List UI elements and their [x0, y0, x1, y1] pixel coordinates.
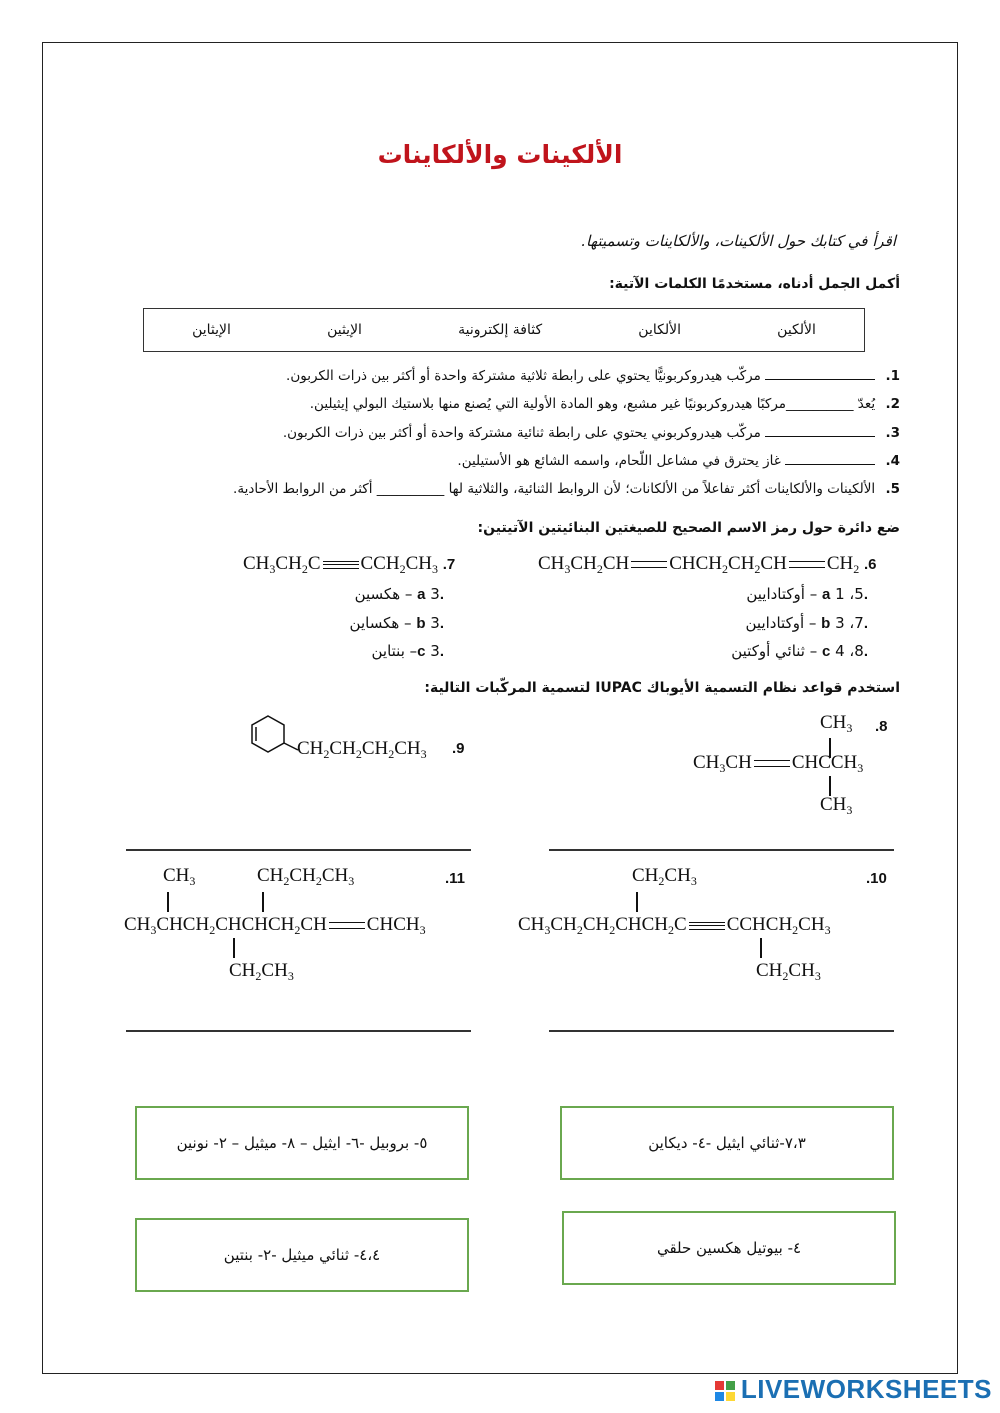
- answer-line: [126, 1030, 471, 1032]
- option-q7-b[interactable]: [350, 614, 444, 632]
- option-q6-b[interactable]: [746, 614, 868, 632]
- formula-q11-ethyl: $CH_2CH_3$: [229, 960, 294, 983]
- word-bank-item: الألكين: [777, 322, 816, 338]
- answer-box[interactable]: [560, 1106, 894, 1180]
- formula-q8-top: $CH_3$: [820, 712, 853, 735]
- logo-icon: [715, 1381, 735, 1401]
- answer-text: ٥- بروبيل -٦- ايثيل – ٨- ميثيل – ٢- نونين: [176, 1134, 428, 1152]
- formula-q11-propyl: $CH_2CH_2CH_3$: [257, 865, 355, 888]
- bond-line: [233, 938, 235, 958]
- option-text: 3 – هكساين: [349, 614, 440, 632]
- option-label: .b: [416, 615, 444, 632]
- bond-line: [760, 938, 762, 958]
- section-iupac-heading: استخدم قواعد نظام التسمية الأيوباك IUPAC لتسمية المركّبات التالية:: [424, 680, 900, 696]
- question-4: [457, 453, 900, 469]
- formula-q6: $CH_3CH_2CH$ $CHCH_2CH_2CH$ $CH_2$ .6: [538, 553, 877, 576]
- question-number: .8: [875, 718, 888, 735]
- option-text: 3 ،7 – أوكتادايين: [745, 614, 864, 632]
- question-number: 3.: [885, 425, 900, 441]
- question-5: [233, 481, 900, 497]
- answer-blank[interactable]: [785, 464, 875, 465]
- formula-q8-main: $CH_3CH$ $CHCCH_3$: [693, 752, 864, 775]
- option-q6-a[interactable]: [746, 585, 868, 603]
- option-text: 3 – هكسين: [354, 585, 440, 603]
- option-label: .a: [417, 586, 444, 603]
- answer-text: ٤،٤- ثنائي ميثيل -٢- بنتين: [223, 1246, 381, 1264]
- formula-q9: $CH_2CH_2CH_2CH_3$: [297, 738, 427, 761]
- question-number: .10: [866, 870, 887, 887]
- instruction-text: أكمل الجمل أدناه، مستخدمًا الكلمات الآتية:: [609, 276, 900, 292]
- word-bank-item: الإيثاين: [192, 322, 231, 338]
- bond-line: [262, 892, 264, 912]
- option-text: 4 ،8 – ثنائي أوكتين: [731, 642, 864, 660]
- cyclohexene-ring: [248, 712, 300, 762]
- answer-line: [549, 1030, 894, 1032]
- option-label: .a: [822, 586, 868, 603]
- question-3: [283, 425, 900, 441]
- option-label: .c: [822, 643, 868, 660]
- option-label: .b: [821, 615, 868, 632]
- answer-blank[interactable]: [765, 379, 875, 380]
- question-text: يُعدّ __________مركبًا هيدروكربونيًا غير مشبع، وهو المادة الأولية التي يُصنع منها بلاستيك البولي إيثيلين.: [309, 396, 876, 412]
- question-text: مركّب هيدروكربونيًّا يحتوي على رابطة ثلاثية مشتركة واحدة أو أكثر بين ذرات الكربون.: [286, 368, 761, 384]
- word-bank-item: الإيثين: [327, 322, 362, 338]
- option-label: .c: [417, 643, 444, 660]
- word-bank-item: الألكاين: [638, 322, 681, 338]
- option-q7-a[interactable]: [355, 585, 444, 603]
- word-bank-item: كثافة إلكترونية: [458, 322, 543, 338]
- answer-line: [549, 849, 894, 851]
- answer-text: ٤- بيوتيل هكسين حلقي: [656, 1239, 802, 1257]
- question-number: .6: [863, 556, 877, 573]
- bond-line: [829, 776, 831, 796]
- question-2: [310, 396, 900, 412]
- formula-q10-top: $CH_2CH_3$: [632, 865, 697, 888]
- option-text: 3– بنتاين: [371, 642, 440, 660]
- formula-q11-ch3: $CH_3$: [163, 865, 196, 888]
- word-bank: [143, 308, 865, 352]
- formula-q10-bottom: $CH_2CH_3$: [756, 960, 821, 983]
- formula-q10-main: $CH_3CH_2CH_2CHCH_2C$ $CCHCH_2CH_3$: [518, 914, 831, 937]
- question-number: 4.: [885, 453, 900, 469]
- question-number: .9: [452, 740, 465, 757]
- answer-text: ٧،٣-ثنائي ايثيل -٤- ديكاين: [648, 1134, 806, 1152]
- bond-line: [636, 892, 638, 912]
- question-number: .11: [445, 870, 466, 887]
- intro-text: اقرأ في كتابك حول الألكينات، والألكاينات وتسميتها.: [581, 232, 896, 250]
- page-title: الألكينات والألكاينات: [377, 140, 623, 169]
- question-number: 1.: [885, 368, 900, 384]
- question-number: 5.: [885, 481, 900, 497]
- question-number: .7: [442, 556, 456, 573]
- question-text: غاز يحترق في مشاعل اللّحام، واسمه الشائع هو الأستيلين.: [457, 453, 781, 469]
- option-q7-c[interactable]: [371, 642, 444, 660]
- formula-q11-main: $CH_3CHCH_2CHCHCH_2CH$ $CHCH_3$: [124, 914, 426, 937]
- question-text: الألكينات والألكاينات أكثر تفاعلاً من الألكانات؛ لأن الروابط الثنائية، والثلاثية لها __________ أكثر من الروابط الأحادية.: [233, 481, 876, 497]
- question-1: [286, 368, 900, 384]
- question-text: مركّب هيدروكربوني يحتوي على رابطة ثنائية مشتركة واحدة أو أكثر بين ذرات الكربون.: [282, 425, 761, 441]
- option-q6-c[interactable]: [731, 642, 868, 660]
- answer-box[interactable]: [135, 1106, 469, 1180]
- answer-line: [126, 849, 471, 851]
- liveworksheets-logo: [715, 1374, 992, 1405]
- formula-q7: $CH_3CH_2C$ $CCH_2CH_3$ .7: [243, 553, 456, 576]
- section-circle-heading: ضع دائرة حول رمز الاسم الصحيح للصيغتين البنائيتين الآتيتين:: [477, 520, 900, 536]
- option-text: 1 ،5 – أوكتادايين: [746, 585, 864, 603]
- answer-blank[interactable]: [765, 436, 875, 437]
- answer-box[interactable]: [562, 1211, 896, 1285]
- bond-line: [167, 892, 169, 912]
- logo-text: LIVEWORKSHEETS: [740, 1374, 992, 1404]
- question-number: 2.: [885, 396, 900, 412]
- formula-q8-bottom: $CH_3$: [820, 794, 853, 817]
- answer-box[interactable]: [135, 1218, 469, 1292]
